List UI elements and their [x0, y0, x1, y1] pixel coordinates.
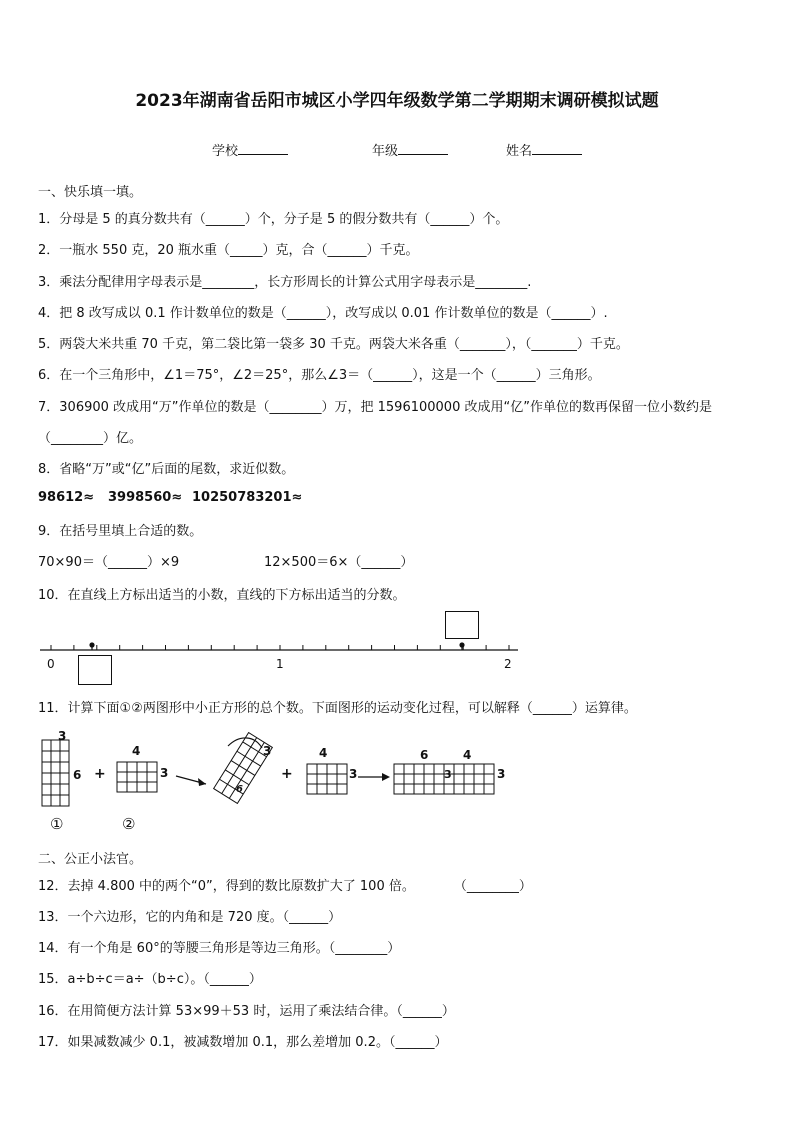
figure-label: 4 — [319, 746, 328, 760]
fill-item-1: 70×90＝（______）×9 — [38, 555, 180, 570]
figure-2-grid — [117, 762, 157, 792]
question-6: 6．在一个三角形中，∠1＝75°，∠2＝25°，那么∠3＝（______），这是一个（______）三角形。 — [38, 368, 601, 383]
answer-box-lower[interactable] — [78, 655, 112, 685]
question-7-cont: （________）亿。 — [38, 431, 143, 446]
name-field[interactable] — [506, 140, 582, 159]
question-15: 15．a÷b÷c＝a÷（b÷c）。（______） — [38, 972, 262, 987]
question-9: 9．在括号里填上合适的数。 — [38, 524, 203, 539]
question-13: 13．一个六边形，它的内角和是 720 度。（______） — [38, 910, 342, 925]
section-2-heading: 二、公正小法官。 — [38, 852, 143, 867]
axis-label-1: 1 — [276, 657, 284, 671]
question-14: 14．有一个角是 60°的等腰三角形是等边三角形。（________） — [38, 941, 401, 956]
question-4: 4．把 8 改写成以 0.1 作计数单位的数是（______），改写成以 0.01 作计数单位的数是（______）. — [38, 306, 608, 321]
figure-label: 6 — [420, 748, 429, 762]
name-label: 姓名 — [506, 144, 533, 159]
figure-label: 3 — [58, 729, 67, 743]
question-12: 12．去掉 4.800 中的两个“0”，得到的数比原数扩大了 100 倍。 （________） — [38, 879, 532, 894]
grade-field[interactable] — [372, 140, 448, 159]
approx-item-1: 98612≈ — [38, 490, 95, 505]
answer-box-upper[interactable] — [445, 611, 479, 639]
school-field[interactable] — [212, 140, 288, 159]
axis-label-2: 2 — [504, 657, 512, 671]
fill-item-2: 12×500＝6×（______） — [264, 555, 414, 570]
figure-label: 3 — [349, 767, 358, 781]
plus-sign: + — [94, 766, 106, 782]
plus-sign: + — [281, 766, 293, 782]
figure-label: 4 — [132, 744, 141, 758]
question-8: 8．省略“万”或“亿”后面的尾数，求近似数。 — [38, 462, 295, 477]
figure-label: 6 — [236, 784, 243, 795]
question-16: 16．在用简便方法计算 53×99＋53 时，运用了乘法结合律。（______） — [38, 1004, 455, 1019]
question-17: 17．如果减数减少 0.1，被减数增加 0.1，那么差增加 0.2。（______） — [38, 1035, 448, 1050]
grid-figures — [0, 726, 794, 836]
figure-label: 3 — [263, 744, 272, 758]
figure-label: 6 — [73, 768, 82, 782]
figure-label: 3 — [444, 768, 452, 781]
figure-1-label: ① — [50, 815, 64, 833]
school-label: 学校 — [212, 144, 239, 159]
question-10: 10．在直线上方标出适当的小数，直线的下方标出适当的分数。 — [38, 588, 406, 603]
question-7: 7．306900 改成用“万”作单位的数是（________）万，把 1596100000 改成用“亿”作单位的数再保留一位小数约是 — [38, 400, 712, 415]
question-11: 11．计算下面①②两图形中小正方形的总个数。下面图形的运动变化过程，可以解释（______）运算律。 — [38, 701, 637, 716]
figure-label: 3 — [160, 766, 169, 780]
approx-item-3: 10250783201≈ — [192, 490, 303, 505]
figure-1-grid — [42, 740, 69, 806]
section-1-heading: 一、快乐填一填。 — [38, 185, 143, 200]
question-5: 5．两袋大米共重 70 千克，第二袋比第一袋多 30 千克。两袋大米各重（_______），（_______）千克。 — [38, 337, 629, 352]
question-3: 3．乘法分配律用字母表示是________，长方形周长的计算公式用字母表示是________. — [38, 275, 532, 290]
approx-item-2: 3998560≈ — [108, 490, 183, 505]
figure-4-grid — [307, 764, 347, 794]
question-2: 2．一瓶水 550 克，20 瓶水重（_____）克，合（______）千克。 — [38, 243, 419, 258]
page-title: 2023年湖南省岳阳市城区小学四年级数学第二学期期末调研模拟试题 — [135, 91, 659, 111]
arrow-icon — [176, 776, 206, 786]
arrow-icon — [358, 773, 390, 781]
grade-label: 年级 — [372, 144, 399, 159]
figure-label: 4 — [463, 748, 472, 762]
axis-label-0: 0 — [47, 657, 55, 671]
figure-label: 3 — [497, 767, 506, 781]
figure-2-label: ② — [122, 815, 136, 833]
number-line — [0, 605, 794, 685]
question-1: 1．分母是 5 的真分数共有（______）个，分子是 5 的假分数共有（______）个。 — [38, 212, 509, 227]
